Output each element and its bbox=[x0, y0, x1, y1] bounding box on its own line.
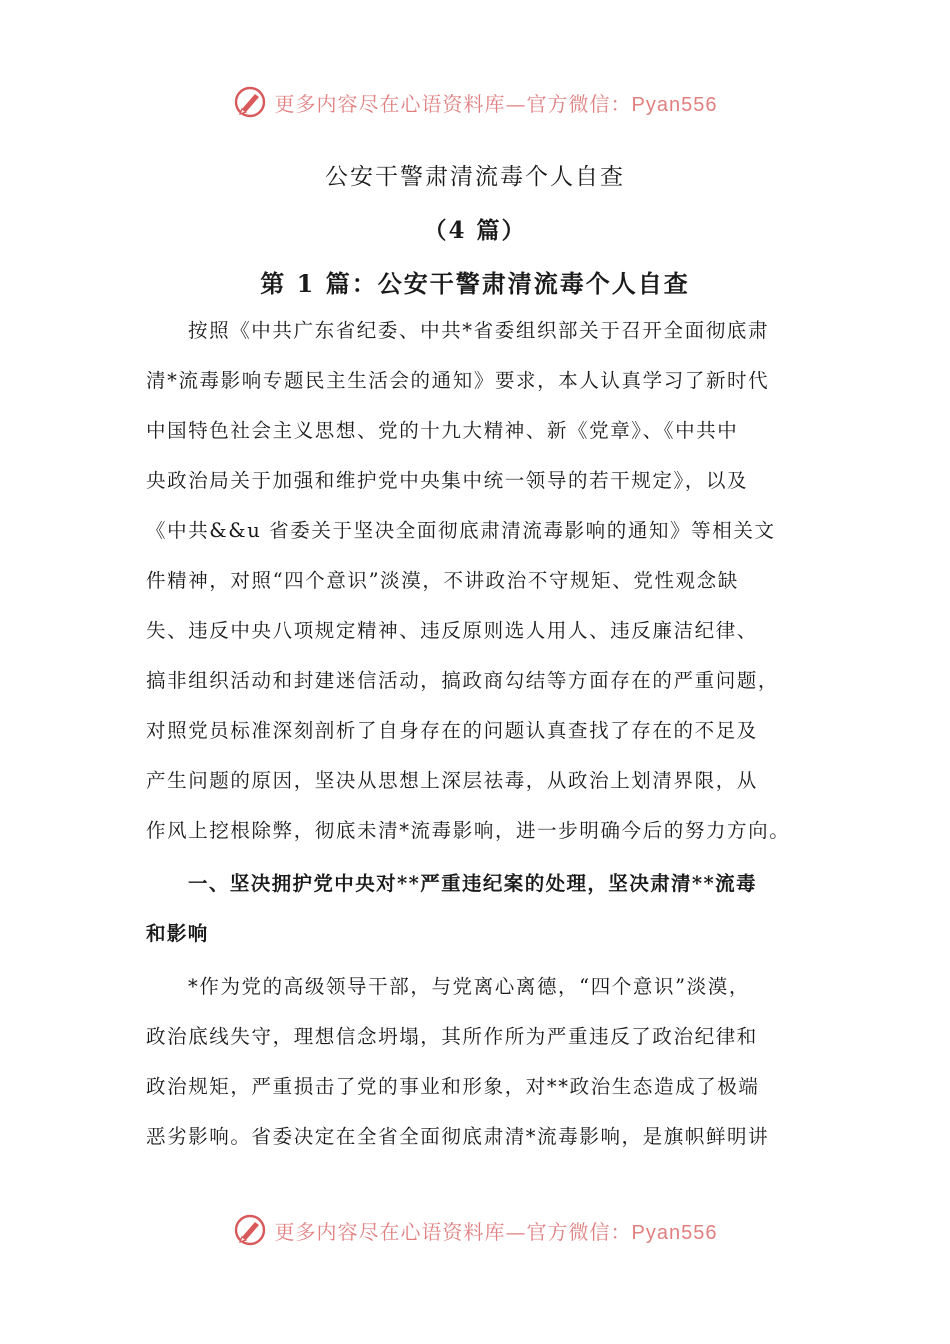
paragraph-line: 恶劣影响。省委决定在全省全面彻底肃清*流毒影响，是旗帜鲜明讲 bbox=[146, 1125, 770, 1148]
document-title: 公安干警肃清流毒个人自查 bbox=[325, 164, 625, 190]
paragraph-line: 《中共&&u 省委关于坚决全面彻底肃清流毒影响的通知》等相关文 bbox=[146, 519, 776, 542]
paragraph-line: 政治底线失守，理想信念坍塌，其所作所为严重违反了政治纪律和 bbox=[146, 1025, 758, 1048]
watermark-text: 更多内容尽在心语资料库—官方微信：Pyan556 bbox=[274, 91, 718, 116]
paragraph-line: *作为党的高级领导干部，与党离心离德，“四个意识”淡漠， bbox=[188, 975, 750, 998]
pen-logo-icon bbox=[233, 85, 267, 119]
paragraph-line: 政治规矩，严重损击了党的事业和形象，对**政治生态造成了极端 bbox=[146, 1075, 760, 1098]
pen-logo-icon bbox=[233, 1213, 267, 1247]
document-count: （4 篇） bbox=[423, 217, 527, 244]
watermark-text: 更多内容尽在心语资料库—官方微信：Pyan556 bbox=[274, 1219, 718, 1244]
paragraph-line: 央政治局关于加强和维护党中央集中统一领导的若干规定》，以及 bbox=[146, 469, 749, 492]
section-heading: 和影响 bbox=[146, 922, 209, 945]
section-heading: 一、坚决拥护党中央对**严重违纪案的处理，坚决肃清**流毒 bbox=[188, 872, 757, 895]
paragraph-line: 产生问题的原因，坚决从思想上深层祛毒，从政治上划清界限，从 bbox=[146, 769, 758, 792]
paragraph-line: 按照《中共广东省纪委、中共*省委组织部关于召开全面彻底肃 bbox=[188, 319, 770, 342]
paragraph-line: 对照党员标准深刻剖析了自身存在的问题认真查找了存在的不足及 bbox=[146, 719, 758, 742]
header-watermark bbox=[0, 82, 950, 122]
footer-watermark bbox=[0, 1210, 950, 1250]
paragraph-line: 清*流毒影响专题民主生活会的通知》要求，本人认真学习了新时代 bbox=[146, 369, 770, 392]
paragraph-line: 中国特色社会主义思想、党的十九大精神、新《党章》、《中共中 bbox=[146, 419, 739, 442]
paragraph-line: 搞非组织活动和封建迷信活动，搞政商勾结等方面存在的严重问题， bbox=[146, 669, 780, 692]
paragraph-line: 件精神，对照“四个意识”淡漠，不讲政治不守规矩、党性观念缺 bbox=[146, 569, 739, 592]
part-heading: 第 1 篇：公安干警肃清流毒个人自查 bbox=[260, 269, 690, 298]
paragraph-line: 失、违反中央八项规定精神、违反原则选人用人、违反廉洁纪律、 bbox=[146, 619, 758, 642]
paragraph-line: 作风上挖根除弊，彻底未清*流毒影响，进一步明确今后的努力方向。 bbox=[146, 819, 791, 842]
